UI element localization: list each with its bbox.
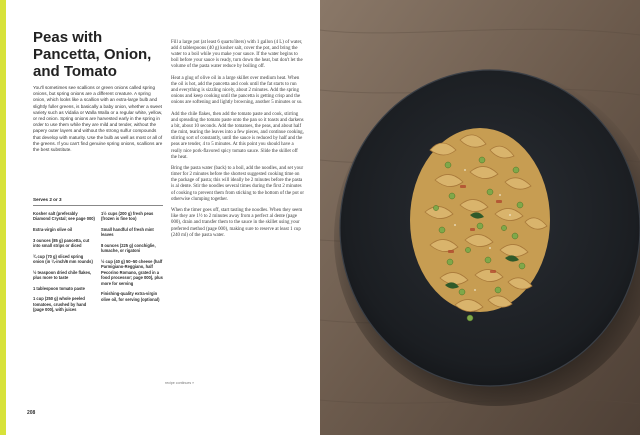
ingredient-item: ½ teaspoon dried chile flakes, plus more to taste [33, 269, 92, 280]
method-step: Heat a glug of olive oil in a large skillet over medium heat. When the oil is hot, add the pancetta and cook until the fat starts to run and everything is sizzling nicely, about 2 minutes. Add the spring onions and keep cooking until the pancetta is getting crisp and the onions are softening and lightly browning, another 5 minutes or so. [171, 75, 303, 106]
continued-note: recipe continues » [165, 381, 195, 385]
pasta-bowl-photo [320, 0, 640, 435]
ingredient-item: ¾ cup (70 g) sliced spring onion (in ¼-inch/6 mm rounds) [33, 253, 93, 264]
divider [33, 205, 163, 206]
ingredient-item: ½ cup (40 g) 50–50 cheese (half Parmigiano-Reggiano, half Pecorino Romano, grated in a food processor; page 000), plus more for serving [101, 259, 163, 286]
ingredient-item: Finishing-quality extra-virgin olive oil, for serving (optional) [101, 291, 160, 302]
serves-label: Serves 2 or 3 [33, 197, 62, 202]
ingredient-item: 1½ cups (200 g) fresh peas (frozen is fine too) [101, 211, 154, 222]
method-step: Bring the pasta water (back) to a boil, add the noodles, and set your timer for 2 minutes before the shortest suggested cooking time on the package of pasta; this will ideally be 2 minutes before the pasta is al dente. Stir the noodles several times during the first 2 minutes of cooking to prevent them from sticking to the bottom of the pot or otherwise clumping together. [171, 166, 304, 202]
ingredient-item: 8 ounces (225 g) conchiglie, lumache, or rigatoni [101, 243, 156, 254]
photo-illustration [320, 0, 640, 435]
ingredient-item: Kosher salt (preferably Diamond Crystal; see page 000) [33, 211, 95, 222]
recipe-title: Peas with Pancetta, Onion, and Tomato [33, 29, 152, 80]
ingredients-column-2 [101, 211, 163, 307]
method-step: Fill a large pot (at least 6 quarts/liters) with 1 gallon (4 L) of water, add 4 tablespoons (40 g) kosher salt, cover the pot, and bring the water to a boil while you make your sauce. If the water begins to boil before your sauce is ready, turn down the heat, but don't let the volume of the pasta water reduce by boiling off. [171, 40, 303, 70]
ingredient-item: 3 ounces (85 g) pancetta, cut into small strips or diced [33, 237, 90, 248]
method-step: When the timer goes off, start tasting the noodles. When they seem like they are 1½ to 2 minutes away from a perfect al dente (page 000), drain and transfer them to the sauce in the skillet using your preferred method (page 000), making sure to reserve at least 1 cup (240 ml) of the pasta water. [171, 208, 303, 238]
method-column [171, 40, 304, 244]
method-step: Add the chile flakes, then add the tomato paste and cook, stirring and spreading the tomato paste onto the pan so it toasts and darkens a bit, about 10 seconds. Add the tomatoes, the peas, and about half the mint, tearing the leaves into a few pieces, and continue cooking, stirring sort of constantly, until the sauce is reduced by half and the peas are tender, 4 to 5 minutes. At this point you should have a really nice pork-flavored spicy tomato sauce. Slide the skillet off the heat. [171, 111, 304, 160]
ingredient-item: 1 tablespoon tomato paste [33, 285, 85, 291]
ingredients-column-1 [33, 211, 95, 318]
ingredient-item: Small handful of fresh mint leaves [101, 227, 154, 238]
recipe-page [6, 0, 320, 435]
page-number: 208 [27, 410, 36, 416]
ingredient-item: Extra-virgin olive oil [33, 227, 73, 232]
ingredient-item: 1 cup (250 g) whole peeled tomatoes, crushed by hand (page 000), with juices [33, 296, 87, 312]
recipe-intro: You'll sometimes see scallions or green onions called spring onions, but spring onions are a different creature. A spring onion, which looks like a scallion with an extra-large bulb and slightly fuller greens, is basically a baby onion, whether a sweet variety such as Vidalia or Walla Walla or a regular white, yellow, or red onion. Spring onions are harvested early in the spring in order to use them while they are mild and tender, without the papery outer layers and without the strong sulfur compounds that develop with maturity. Use the bulb as well as most or all of the greens. If you can't find genuine spring onions, scallions are the best substitute. [33, 85, 163, 153]
